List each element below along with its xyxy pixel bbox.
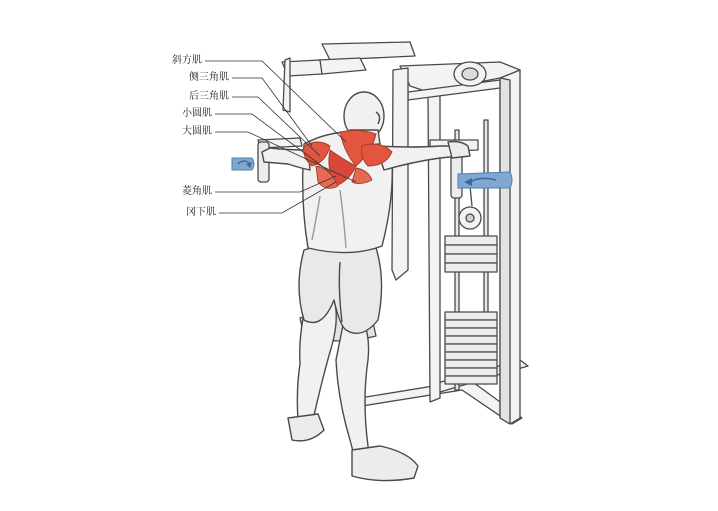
leader-lateral-deltoid (232, 78, 312, 146)
label-teres-minor: 小圆肌 (182, 108, 212, 119)
label-lateral-deltoid: 侧三角肌 (189, 72, 229, 83)
label-teres-major: 大圆肌 (182, 126, 212, 137)
machine-inner-upright (428, 88, 440, 402)
right-rotation-arrow (458, 172, 512, 188)
machine-right-upright-face (500, 78, 510, 424)
person-shorts (299, 243, 382, 333)
label-trapezius: 斜方肌 (172, 55, 202, 66)
machine (258, 42, 528, 424)
machine-weight-stack-lower (445, 312, 497, 384)
machine-vertical-post (392, 68, 408, 280)
person-left-shoe (288, 414, 324, 441)
label-posterior-deltoid: 后三角肌 (189, 91, 229, 102)
label-rhomboids: 菱角肌 (182, 186, 212, 197)
person-right-shoe (352, 446, 418, 481)
left-rotation-arrow (232, 158, 254, 170)
label-infraspinatus: 冈下肌 (186, 207, 216, 218)
machine-arm-mechanism (322, 42, 415, 60)
machine-weight-stack-upper (445, 236, 497, 272)
